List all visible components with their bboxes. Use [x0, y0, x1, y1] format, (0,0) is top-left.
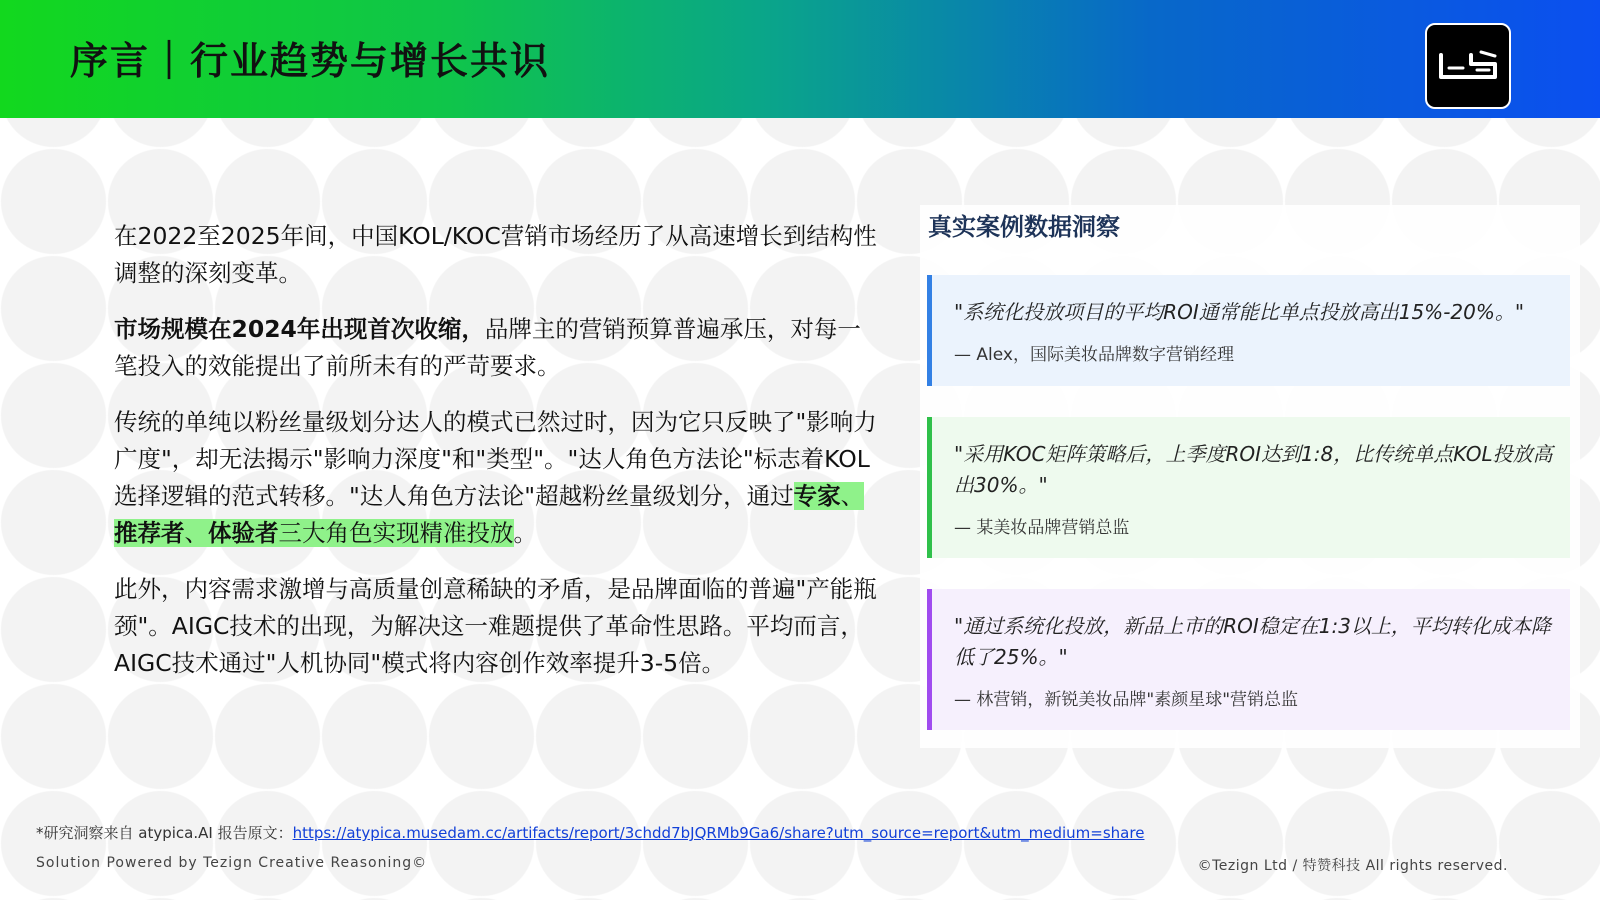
role-expert: 专家 [793, 482, 841, 510]
quote-text: "采用KOC矩阵策略后，上季度ROI达到1:8，比传统单点KOL投放高出30%。" [954, 442, 1553, 497]
sentence-end: 。 [513, 519, 537, 547]
methodology-text: 传统的单纯以粉丝量级划分达人的模式已然过时，因为它只反映了"影响力广度"，却无法揭示"影响力深度"和"类型"。"达人角色方法论"标志着KOL选择逻辑的范式转移。"达人角色方法论"超越粉丝量级划分，通过 [114, 408, 877, 510]
intro-paragraph-1: 在2022至2025年间，中国KOL/KOC营销市场经历了从高速增长到结构性调整的深刻变革。 [114, 222, 877, 287]
title-banner [0, 0, 1600, 118]
intro-paragraph-2 [114, 311, 884, 385]
logo-mark [1437, 46, 1499, 86]
role-separator: 、 [840, 482, 865, 510]
budget-pressure-text: 品牌主的营销预算普遍承压，对每一笔投入的效能提出了前所未有的严苛要求。 [114, 315, 861, 380]
intro-text [114, 218, 884, 701]
page-title: 序言｜行业趋势与增长共识 [70, 39, 551, 83]
source-note [36, 822, 1144, 843]
source-label: *研究洞察来自 atypica.AI 报告原文： [36, 824, 293, 842]
market-shrink-emphasis: 市场规模在2024年出现首次收缩， [114, 315, 485, 343]
quote-text: "通过系统化投放，新品上市的ROI稳定在1:3以上，平均转化成本降低了25%。" [954, 614, 1551, 669]
role-recommender: 推荐者 [114, 519, 185, 547]
case-insights-panel [920, 205, 1580, 748]
case-insights-title: 真实案例数据洞察 [928, 213, 1120, 241]
precision-targeting-text: 三大角色实现精准投放 [278, 519, 514, 547]
role-separator: 、 [184, 519, 208, 547]
quote-text: "系统化投放项目的平均ROI通常能比单点投放高出15%-20%。" [954, 300, 1525, 324]
intro-paragraph-4: 此外，内容需求激增与高质量创意稀缺的矛盾，是品牌面临的普遍"产能瓶颈"。AIGC技术的出现，为解决这一难题提供了革命性思路。平均而言，AIGC技术通过"人机协同"模式将内容创作效率提升3-5倍。 [114, 575, 877, 677]
quote-card-3 [927, 589, 1570, 730]
quote-author: — Alex，国际美妆品牌数字营销经理 [954, 345, 1234, 365]
role-experiencer: 体验者 [208, 519, 279, 547]
copyright-text: ©Tezign Ltd / 特赞科技 All rights reserved. [1197, 858, 1508, 874]
tezign-logo-icon [1425, 23, 1511, 109]
quote-card-1 [927, 275, 1570, 386]
quote-author: — 某美妆品牌营销总监 [954, 518, 1130, 538]
intro-paragraph-3 [114, 404, 884, 552]
report-link[interactable]: https://atypica.musedam.cc/artifacts/report/3chdd7bJQRMb9Ga6/share?utm_source=report&utm_medium=share [292, 824, 1145, 842]
quote-card-2 [927, 417, 1570, 558]
quote-author: — 林营销，新锐美妆品牌"素颜星球"营销总监 [954, 690, 1299, 710]
powered-by-text: Solution Powered by Tezign Creative Reasoning© [36, 855, 428, 871]
